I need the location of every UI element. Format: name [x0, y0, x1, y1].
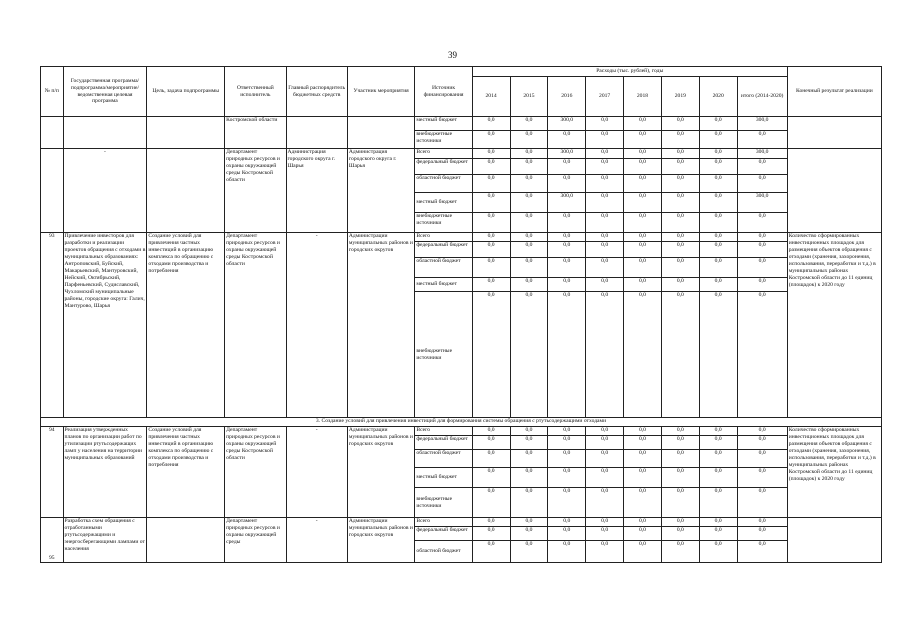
row-index: 93: [41, 233, 64, 418]
header-year: 2014: [472, 77, 510, 117]
value-cell: 0,0: [661, 242, 699, 258]
row-index: 94: [41, 427, 64, 518]
value-cell: 0,0: [624, 213, 662, 233]
value-cell: 0,0: [586, 242, 624, 258]
block-b-executor: Департамент природных ресурсов и охраны окружающей среды Костромской области: [225, 149, 286, 233]
value-cell: 0,0: [510, 258, 548, 278]
value-cell: 0,0: [699, 159, 737, 175]
value-cell: 0,0: [472, 193, 510, 213]
value-cell: 0,0: [737, 518, 787, 527]
value-cell: 0,0: [510, 149, 548, 159]
value-cell: 0,0: [472, 233, 510, 242]
value-cell: 0,0: [510, 292, 548, 418]
value-cell: 0,0: [661, 292, 699, 418]
measure-executor: Департамент природных ресурсов и охраны окружающей среды Костромской области: [225, 427, 286, 518]
value-cell: 0,0: [661, 117, 699, 131]
measure-administrator: -: [286, 518, 347, 563]
value-cell: 0,0: [699, 233, 737, 242]
value-cell: 0,0: [661, 427, 699, 436]
header-year: 2020: [699, 77, 737, 117]
value-cell: 0,0: [624, 149, 662, 159]
measure-executor: Департамент природных ресурсов и охраны окружающей среды: [225, 518, 286, 563]
value-cell: 0,0: [586, 488, 624, 518]
value-cell: 0,0: [510, 159, 548, 175]
value-cell: 0,0: [472, 292, 510, 418]
value-cell: 0,0: [661, 488, 699, 518]
value-cell: 0,0: [586, 436, 624, 450]
source-cell: местный бюджет: [415, 117, 472, 131]
value-cell: 0,0: [472, 527, 510, 541]
value-cell: 0,0: [737, 292, 787, 418]
value-cell: 0,0: [472, 213, 510, 233]
budget-table: [40, 66, 882, 563]
value-cell: 0,0: [661, 258, 699, 278]
block-b-program: -: [63, 149, 147, 233]
value-cell: 300,0: [737, 193, 787, 213]
value-cell: 0,0: [624, 468, 662, 488]
value-cell: 0,0: [472, 242, 510, 258]
value-cell: 0,0: [624, 527, 662, 541]
source-cell: местный бюджет: [415, 193, 472, 213]
value-cell: 0,0: [548, 233, 586, 242]
value-cell: 0,0: [699, 213, 737, 233]
value-cell: 0,0: [661, 278, 699, 292]
value-cell: 0,0: [472, 258, 510, 278]
value-cell: 0,0: [586, 149, 624, 159]
header-administrator: Главный распорядитель бюджетных средств: [286, 67, 347, 117]
value-cell: 0,0: [737, 258, 787, 278]
value-cell: 300,0: [737, 117, 787, 131]
value-cell: 0,0: [472, 131, 510, 149]
value-cell: 0,0: [548, 450, 586, 468]
source-cell: федеральный бюджет: [415, 159, 472, 175]
value-cell: 0,0: [699, 488, 737, 518]
value-cell: 0,0: [510, 518, 548, 527]
value-cell: 0,0: [510, 175, 548, 193]
value-cell: 0,0: [472, 427, 510, 436]
value-cell: 0,0: [624, 159, 662, 175]
value-cell: 0,0: [699, 468, 737, 488]
source-cell: Всего: [415, 149, 472, 159]
source-cell: областной бюджет: [415, 258, 472, 278]
value-cell: 0,0: [586, 292, 624, 418]
source-cell: федеральный бюджет: [415, 436, 472, 450]
value-cell: 0,0: [624, 193, 662, 213]
value-cell: 0,0: [548, 292, 586, 418]
block-b-participant: Администрация городского округа г. Шарья: [347, 149, 415, 233]
header-program: Государственная программа/подпрограмма/мероприятие/ведомственная целевая программа: [63, 67, 147, 117]
header-goal: Цель, задача подпрограммы: [147, 67, 225, 117]
value-cell: 0,0: [548, 518, 586, 527]
value-cell: 0,0: [661, 450, 699, 468]
value-cell: 0,0: [510, 242, 548, 258]
measure-result: Количество сформированных инвестиционных площадок для размещения объектов обращения с отходами (хранения, захоронения, использования, переработки и т.д.) в муниципальных районах Костромской области до 11 единиц (площадок) к 2020 году: [787, 233, 881, 418]
source-cell: Всего: [415, 233, 472, 242]
value-cell: 0,0: [586, 193, 624, 213]
header-year: 2018: [624, 77, 662, 117]
value-cell: 0,0: [624, 427, 662, 436]
source-cell: Всего: [415, 427, 472, 436]
measure-participant: Администрации муниципальных районов и городских округов: [347, 427, 415, 518]
source-cell: федеральный бюджет: [415, 527, 472, 541]
value-cell: 0,0: [699, 436, 737, 450]
value-cell: 0,0: [737, 242, 787, 258]
measure-participant: Администрации муниципальных районов и городских округов: [347, 518, 415, 563]
measure-executor: Департамент природных ресурсов и охраны окружающей среды Костромской области: [225, 233, 286, 418]
value-cell: 0,0: [699, 278, 737, 292]
value-cell: 0,0: [737, 468, 787, 488]
value-cell: 0,0: [624, 292, 662, 418]
value-cell: 0,0: [586, 213, 624, 233]
measure-administrator: -: [286, 233, 347, 418]
value-cell: 0,0: [624, 436, 662, 450]
source-cell: Всего: [415, 518, 472, 527]
value-cell: 0,0: [472, 159, 510, 175]
value-cell: 0,0: [737, 488, 787, 518]
value-cell: 0,0: [661, 233, 699, 242]
page-number: 39: [448, 50, 457, 60]
measure-goal: Создание условий для привлечения частных инвестиций в организацию комплекса по обращению с отходами производства и потребления: [147, 427, 225, 518]
value-cell: 0,0: [661, 527, 699, 541]
value-cell: 0,0: [510, 527, 548, 541]
value-cell: 0,0: [737, 450, 787, 468]
value-cell: 0,0: [510, 117, 548, 131]
value-cell: 0,0: [510, 131, 548, 149]
value-cell: 0,0: [472, 436, 510, 450]
value-cell: 0,0: [699, 242, 737, 258]
value-cell: 0,0: [699, 149, 737, 159]
value-cell: 0,0: [624, 233, 662, 242]
value-cell: 0,0: [586, 131, 624, 149]
value-cell: 0,0: [624, 258, 662, 278]
value-cell: 0,0: [624, 278, 662, 292]
header-year: 2016: [548, 77, 586, 117]
value-cell: 0,0: [472, 488, 510, 518]
value-cell: 0,0: [737, 159, 787, 175]
value-cell: 0,0: [586, 518, 624, 527]
value-cell: 0,0: [624, 175, 662, 193]
measure-name: Реализация утвержденных планов по организации работ по утилизации ртутьсодержащих ламп у населения на территории муниципальных образований: [63, 427, 147, 518]
measure-goal: Создание условий для привлечения частных инвестиций в организацию комплекса по обращению с отходами производства и потребления: [147, 233, 225, 418]
value-cell: 0,0: [510, 278, 548, 292]
source-cell: местный бюджет: [415, 468, 472, 488]
value-cell: 300,0: [548, 117, 586, 131]
value-cell: 0,0: [737, 131, 787, 149]
value-cell: 0,0: [586, 468, 624, 488]
value-cell: 0,0: [661, 175, 699, 193]
value-cell: 0,0: [624, 518, 662, 527]
measure-name: Привлечение инвесторов для разработки и реализации проектов обращения с отходами в муниципальных образованиях: Антроповский, Буйский, Макарьевский, Мантуровский, Нейский, Октябрьский, Парфеньевский, Судиславский, Чухломский муниципальные районы, городские округа: Галич, Мантурово, Шарья: [63, 233, 147, 418]
value-cell: 0,0: [737, 527, 787, 541]
value-cell: 0,0: [510, 193, 548, 213]
value-cell: 0,0: [548, 488, 586, 518]
source-cell: местный бюджет: [415, 278, 472, 292]
header-index: № п/п: [41, 67, 64, 117]
value-cell: 0,0: [472, 450, 510, 468]
value-cell: 0,0: [586, 175, 624, 193]
row-index: 95: [41, 518, 64, 563]
value-cell: 0,0: [737, 213, 787, 233]
header-year: 2019: [661, 77, 699, 117]
value-cell: 0,0: [510, 541, 548, 563]
section-title: 3. Создание условий для привлечения инвестиций для формирования системы обращения с ртутьсодержащими отходами: [41, 418, 882, 427]
source-cell: внебюджетные источники: [415, 292, 472, 418]
value-cell: 0,0: [548, 258, 586, 278]
value-cell: 0,0: [737, 541, 787, 563]
value-cell: 0,0: [699, 527, 737, 541]
value-cell: 0,0: [661, 193, 699, 213]
value-cell: 0,0: [624, 541, 662, 563]
value-cell: 0,0: [548, 213, 586, 233]
value-cell: 0,0: [472, 278, 510, 292]
source-cell: внебюджетные источники: [415, 488, 472, 518]
value-cell: 0,0: [472, 149, 510, 159]
value-cell: 0,0: [661, 436, 699, 450]
value-cell: 0,0: [586, 450, 624, 468]
value-cell: 0,0: [737, 233, 787, 242]
value-cell: 0,0: [699, 427, 737, 436]
value-cell: 0,0: [624, 131, 662, 149]
value-cell: 0,0: [548, 131, 586, 149]
value-cell: 0,0: [699, 175, 737, 193]
value-cell: 0,0: [510, 427, 548, 436]
value-cell: 0,0: [661, 541, 699, 563]
source-cell: областной бюджет: [415, 175, 472, 193]
value-cell: 0,0: [699, 117, 737, 131]
source-cell: внебюджетные источники: [415, 213, 472, 233]
value-cell: 0,0: [661, 468, 699, 488]
value-cell: 0,0: [472, 468, 510, 488]
value-cell: 0,0: [548, 541, 586, 563]
value-cell: 0,0: [699, 541, 737, 563]
value-cell: 0,0: [548, 427, 586, 436]
measure-administrator: -: [286, 427, 347, 518]
value-cell: 0,0: [661, 518, 699, 527]
value-cell: 0,0: [548, 468, 586, 488]
value-cell: 300,0: [548, 193, 586, 213]
value-cell: 0,0: [737, 278, 787, 292]
source-cell: федеральный бюджет: [415, 242, 472, 258]
header-expenses: Расходы (тыс. рублей), годы: [472, 67, 787, 77]
value-cell: 0,0: [472, 541, 510, 563]
header-source: Источник финансирования: [415, 67, 472, 117]
header-year-total: итого (2014-2020): [737, 77, 787, 117]
value-cell: 0,0: [586, 278, 624, 292]
header-participant: Участник мероприятия: [347, 67, 415, 117]
value-cell: 300,0: [548, 149, 586, 159]
value-cell: 0,0: [586, 117, 624, 131]
value-cell: 0,0: [510, 213, 548, 233]
value-cell: 0,0: [737, 427, 787, 436]
measure-result: Количество сформированных инвестиционных площадок для размещения объектов обращения с отходами (хранения, захоронения, использования, переработки и т.д.) в муниципальных районах Костромской области до 11 единиц (площадок) к 2020 году: [787, 427, 881, 518]
value-cell: 0,0: [699, 258, 737, 278]
measure-participant: Администрации муниципальных районов и городских округов: [347, 233, 415, 418]
block-a-executor: Костромской области: [225, 117, 286, 149]
value-cell: 0,0: [586, 159, 624, 175]
source-cell: внебюджетные источники: [415, 131, 472, 149]
header-year: 2017: [586, 77, 624, 117]
value-cell: 0,0: [699, 193, 737, 213]
value-cell: 0,0: [661, 213, 699, 233]
block-b-administrator: Администрация городского округа г. Шарья: [286, 149, 347, 233]
value-cell: 0,0: [624, 117, 662, 131]
value-cell: 0,0: [624, 450, 662, 468]
value-cell: 0,0: [548, 527, 586, 541]
header-result: Конечный результат реализации: [787, 67, 881, 117]
value-cell: 0,0: [548, 436, 586, 450]
value-cell: 300,0: [737, 149, 787, 159]
value-cell: 0,0: [699, 518, 737, 527]
value-cell: 0,0: [586, 427, 624, 436]
value-cell: 0,0: [699, 450, 737, 468]
value-cell: 0,0: [661, 159, 699, 175]
value-cell: 0,0: [699, 131, 737, 149]
value-cell: 0,0: [737, 436, 787, 450]
value-cell: 0,0: [586, 258, 624, 278]
source-cell: областной бюджет: [415, 450, 472, 468]
source-cell: областной бюджет: [415, 541, 472, 563]
value-cell: 0,0: [510, 233, 548, 242]
value-cell: 0,0: [510, 488, 548, 518]
value-cell: 0,0: [548, 175, 586, 193]
value-cell: 0,0: [586, 541, 624, 563]
value-cell: 0,0: [624, 488, 662, 518]
value-cell: 0,0: [548, 159, 586, 175]
value-cell: 0,0: [586, 527, 624, 541]
value-cell: 0,0: [586, 233, 624, 242]
value-cell: 0,0: [699, 292, 737, 418]
value-cell: 0,0: [472, 175, 510, 193]
value-cell: 0,0: [548, 242, 586, 258]
header-executor: Ответственный исполнитель: [225, 67, 286, 117]
measure-name: Разработка схем обращения с отработанными ртутьсодержащими и энергосберегающими лампами от населения: [63, 518, 147, 563]
value-cell: 0,0: [472, 117, 510, 131]
value-cell: 0,0: [548, 278, 586, 292]
value-cell: 0,0: [737, 175, 787, 193]
value-cell: 0,0: [661, 131, 699, 149]
value-cell: 0,0: [661, 149, 699, 159]
header-year: 2015: [510, 77, 548, 117]
value-cell: 0,0: [510, 436, 548, 450]
value-cell: 0,0: [510, 450, 548, 468]
value-cell: 0,0: [472, 518, 510, 527]
value-cell: 0,0: [624, 242, 662, 258]
value-cell: 0,0: [510, 468, 548, 488]
